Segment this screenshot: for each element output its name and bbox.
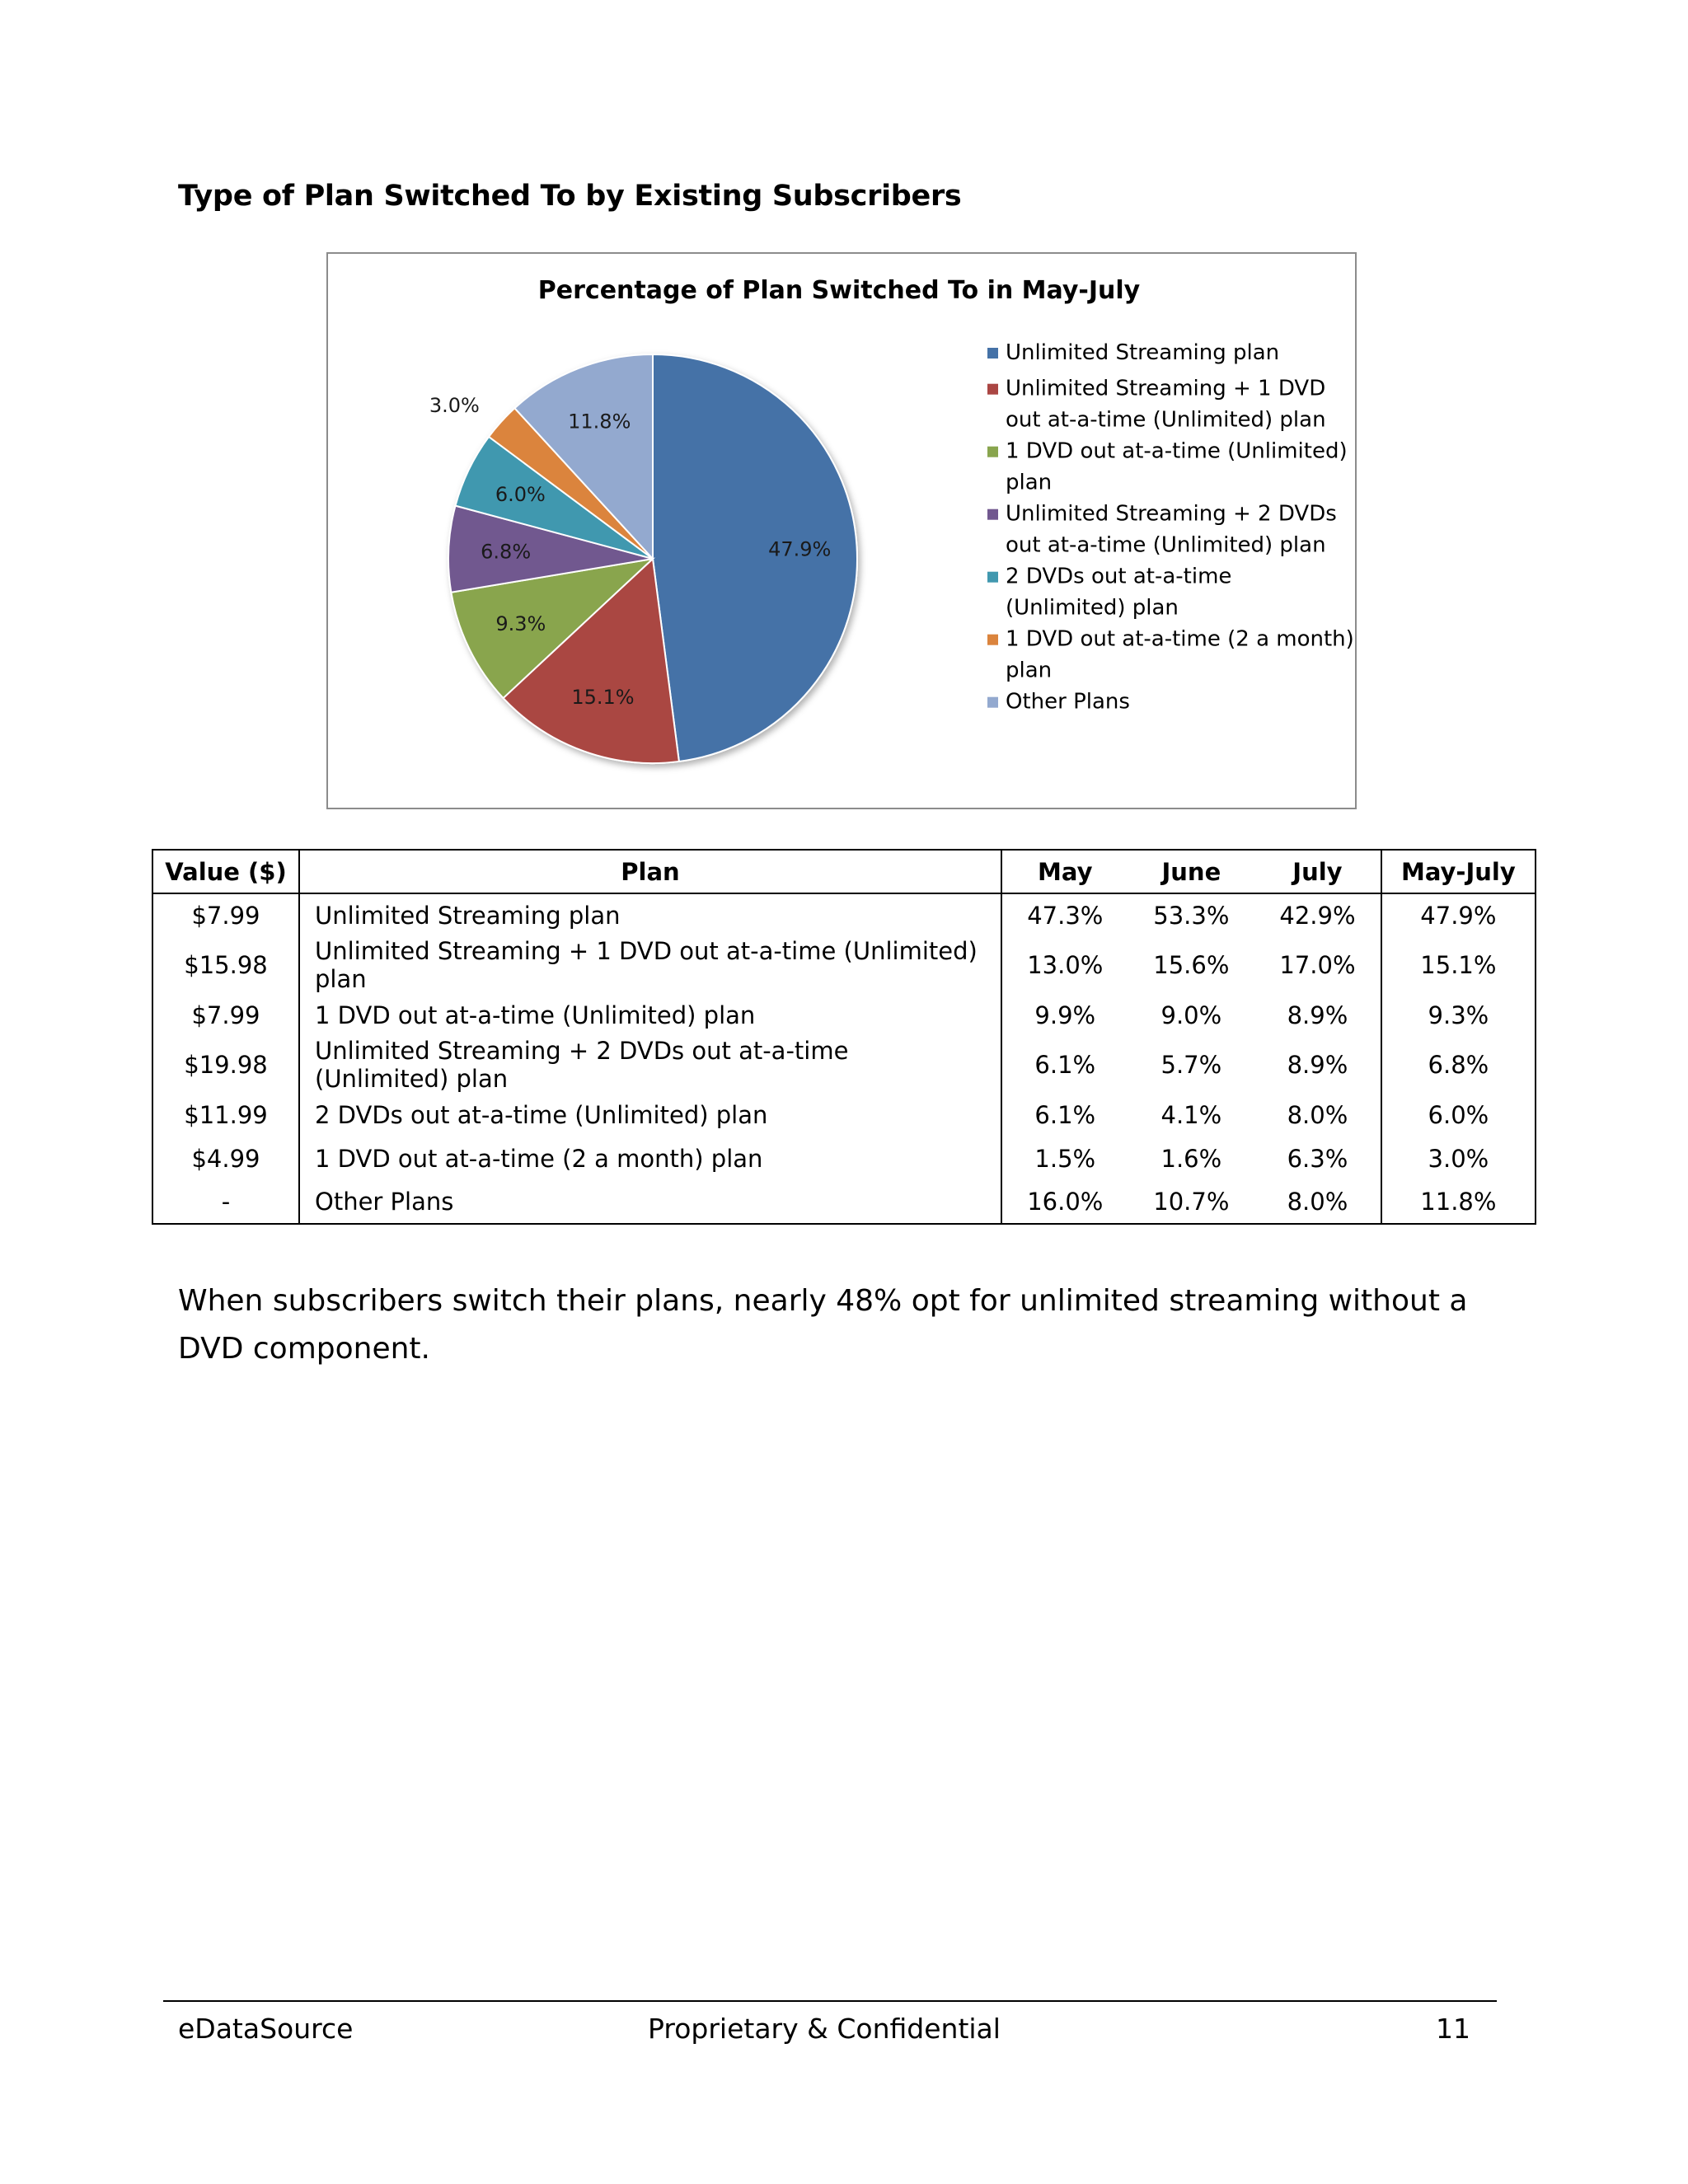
header-july: July [1254,850,1381,893]
cell-value: - [152,1180,299,1224]
cell-value: $4.99 [152,1137,299,1180]
header-june: June [1128,850,1255,893]
header-may-july: May-July [1381,850,1536,893]
legend-label: plan [1006,470,1053,495]
legend-swatch [987,697,998,708]
legend-label: (Unlimited) plan [1006,595,1179,621]
legend-label: 1 DVD out at-a-time (Unlimited) [1006,438,1348,464]
legend-swatch [987,572,998,583]
legend-swatch [987,384,998,395]
cell-july: 8.0% [1254,1093,1381,1137]
cell-june: 9.0% [1160,1001,1222,1029]
table-row [152,1180,1536,1224]
cell-may: 9.9% [1034,1001,1096,1029]
cell-may: 47.3% [1027,902,1104,930]
section-heading: Type of Plan Switched To by Existing Subscribers [178,180,962,213]
cell-july: 8.9% [1254,993,1381,1037]
cell-june: 5.7% [1160,1051,1222,1079]
cell-plan: 1 DVD out at-a-time (Unlimited) plan [299,993,1001,1037]
pie-slice-label: 6.0% [495,483,546,507]
cell-july: 17.0% [1254,937,1381,993]
header-may: May [1001,850,1128,893]
footer-divider [163,2000,1497,2002]
cell-plan: Other Plans [299,1180,1001,1224]
legend-label: out at-a-time (Unlimited) plan [1006,407,1326,433]
header-plan: Plan [299,850,1001,893]
cell-value: $11.99 [152,1093,299,1137]
plan-table [152,849,1536,1225]
cell-may: 16.0% [1027,1188,1104,1216]
pie-chart [326,252,1357,809]
pie-slice-label: 11.8% [568,410,631,434]
cell-may-july: 6.0% [1428,1100,1489,1129]
cell-may: 6.1% [1034,1051,1096,1079]
cell-june: 53.3% [1153,902,1230,930]
pie-slice-label: 9.3% [495,612,546,635]
legend-swatch [987,509,998,520]
page-number: 11 [1436,2013,1470,2045]
legend-label: 2 DVDs out at-a-time [1006,564,1232,589]
cell-may-july: 3.0% [1428,1144,1489,1173]
legend-label: Unlimited Streaming + 2 DVDs [1006,501,1337,527]
pie-chart-svg [328,254,1355,808]
cell-may-july: 6.8% [1428,1051,1489,1079]
pie-slice-label: 15.1% [571,685,635,709]
legend-label: plan [1006,658,1053,683]
cell-plan: Unlimited Streaming + 1 DVD out at-a-time (Unlimited) plan [299,937,1001,993]
table-header-row [152,850,1536,893]
legend-swatch [987,635,998,645]
footer-company: eDataSource [178,2013,354,2045]
cell-plan: Unlimited Streaming plan [299,893,1001,937]
legend-label: out at-a-time (Unlimited) plan [1006,532,1326,558]
legend-swatch [987,447,998,457]
legend-label: Unlimited Streaming plan [1006,340,1280,365]
cell-may-july: 9.3% [1428,1001,1489,1029]
pie-slice-label: 47.9% [768,537,832,561]
table-row [152,937,1536,993]
cell-july: 8.9% [1254,1037,1381,1093]
cell-value: $19.98 [152,1037,299,1093]
cell-july: 42.9% [1254,893,1381,937]
cell-may: 1.5% [1034,1144,1096,1173]
cell-may-july: 47.9% [1420,902,1497,930]
cell-july: 8.0% [1254,1180,1381,1224]
table-row [152,893,1536,937]
summary-paragraph: When subscribers switch their plans, nearly 48% opt for unlimited streaming without a DVD component. [178,1284,1468,1366]
legend-label: Unlimited Streaming + 1 DVD [1006,376,1326,401]
table-row [152,993,1536,1037]
cell-plan: Unlimited Streaming + 2 DVDs out at-a-time (Unlimited) plan [299,1037,1001,1093]
cell-value: $15.98 [152,937,299,993]
legend-label: Other Plans [1006,689,1130,715]
pie-slice-label: 6.8% [481,540,532,564]
cell-plan: 1 DVD out at-a-time (2 a month) plan [299,1137,1001,1180]
cell-plan: 2 DVDs out at-a-time (Unlimited) plan [299,1093,1001,1137]
cell-june: 4.1% [1160,1100,1222,1129]
cell-may-july: 11.8% [1420,1188,1497,1216]
cell-may: 6.1% [1034,1100,1096,1129]
cell-june: 10.7% [1153,1188,1230,1216]
legend-label: 1 DVD out at-a-time (2 a month) [1006,626,1354,652]
cell-value: $7.99 [152,993,299,1037]
cell-may-july: 15.1% [1420,951,1497,979]
table-row [152,1037,1536,1093]
legend-swatch [987,348,998,359]
header-value: Value ($) [152,850,299,893]
chart-legend [987,340,1354,715]
cell-june: 1.6% [1160,1144,1222,1173]
table-row [152,1137,1536,1180]
cell-june: 15.6% [1153,951,1230,979]
cell-may: 13.0% [1027,951,1104,979]
pie-slice-label: 3.0% [429,393,480,417]
table-row [152,1093,1536,1137]
cell-value: $7.99 [152,893,299,937]
chart-title: Percentage of Plan Switched To in May-July [537,276,1141,305]
footer-confidential: Proprietary & Confidential [648,2013,1001,2045]
cell-july: 6.3% [1254,1137,1381,1180]
